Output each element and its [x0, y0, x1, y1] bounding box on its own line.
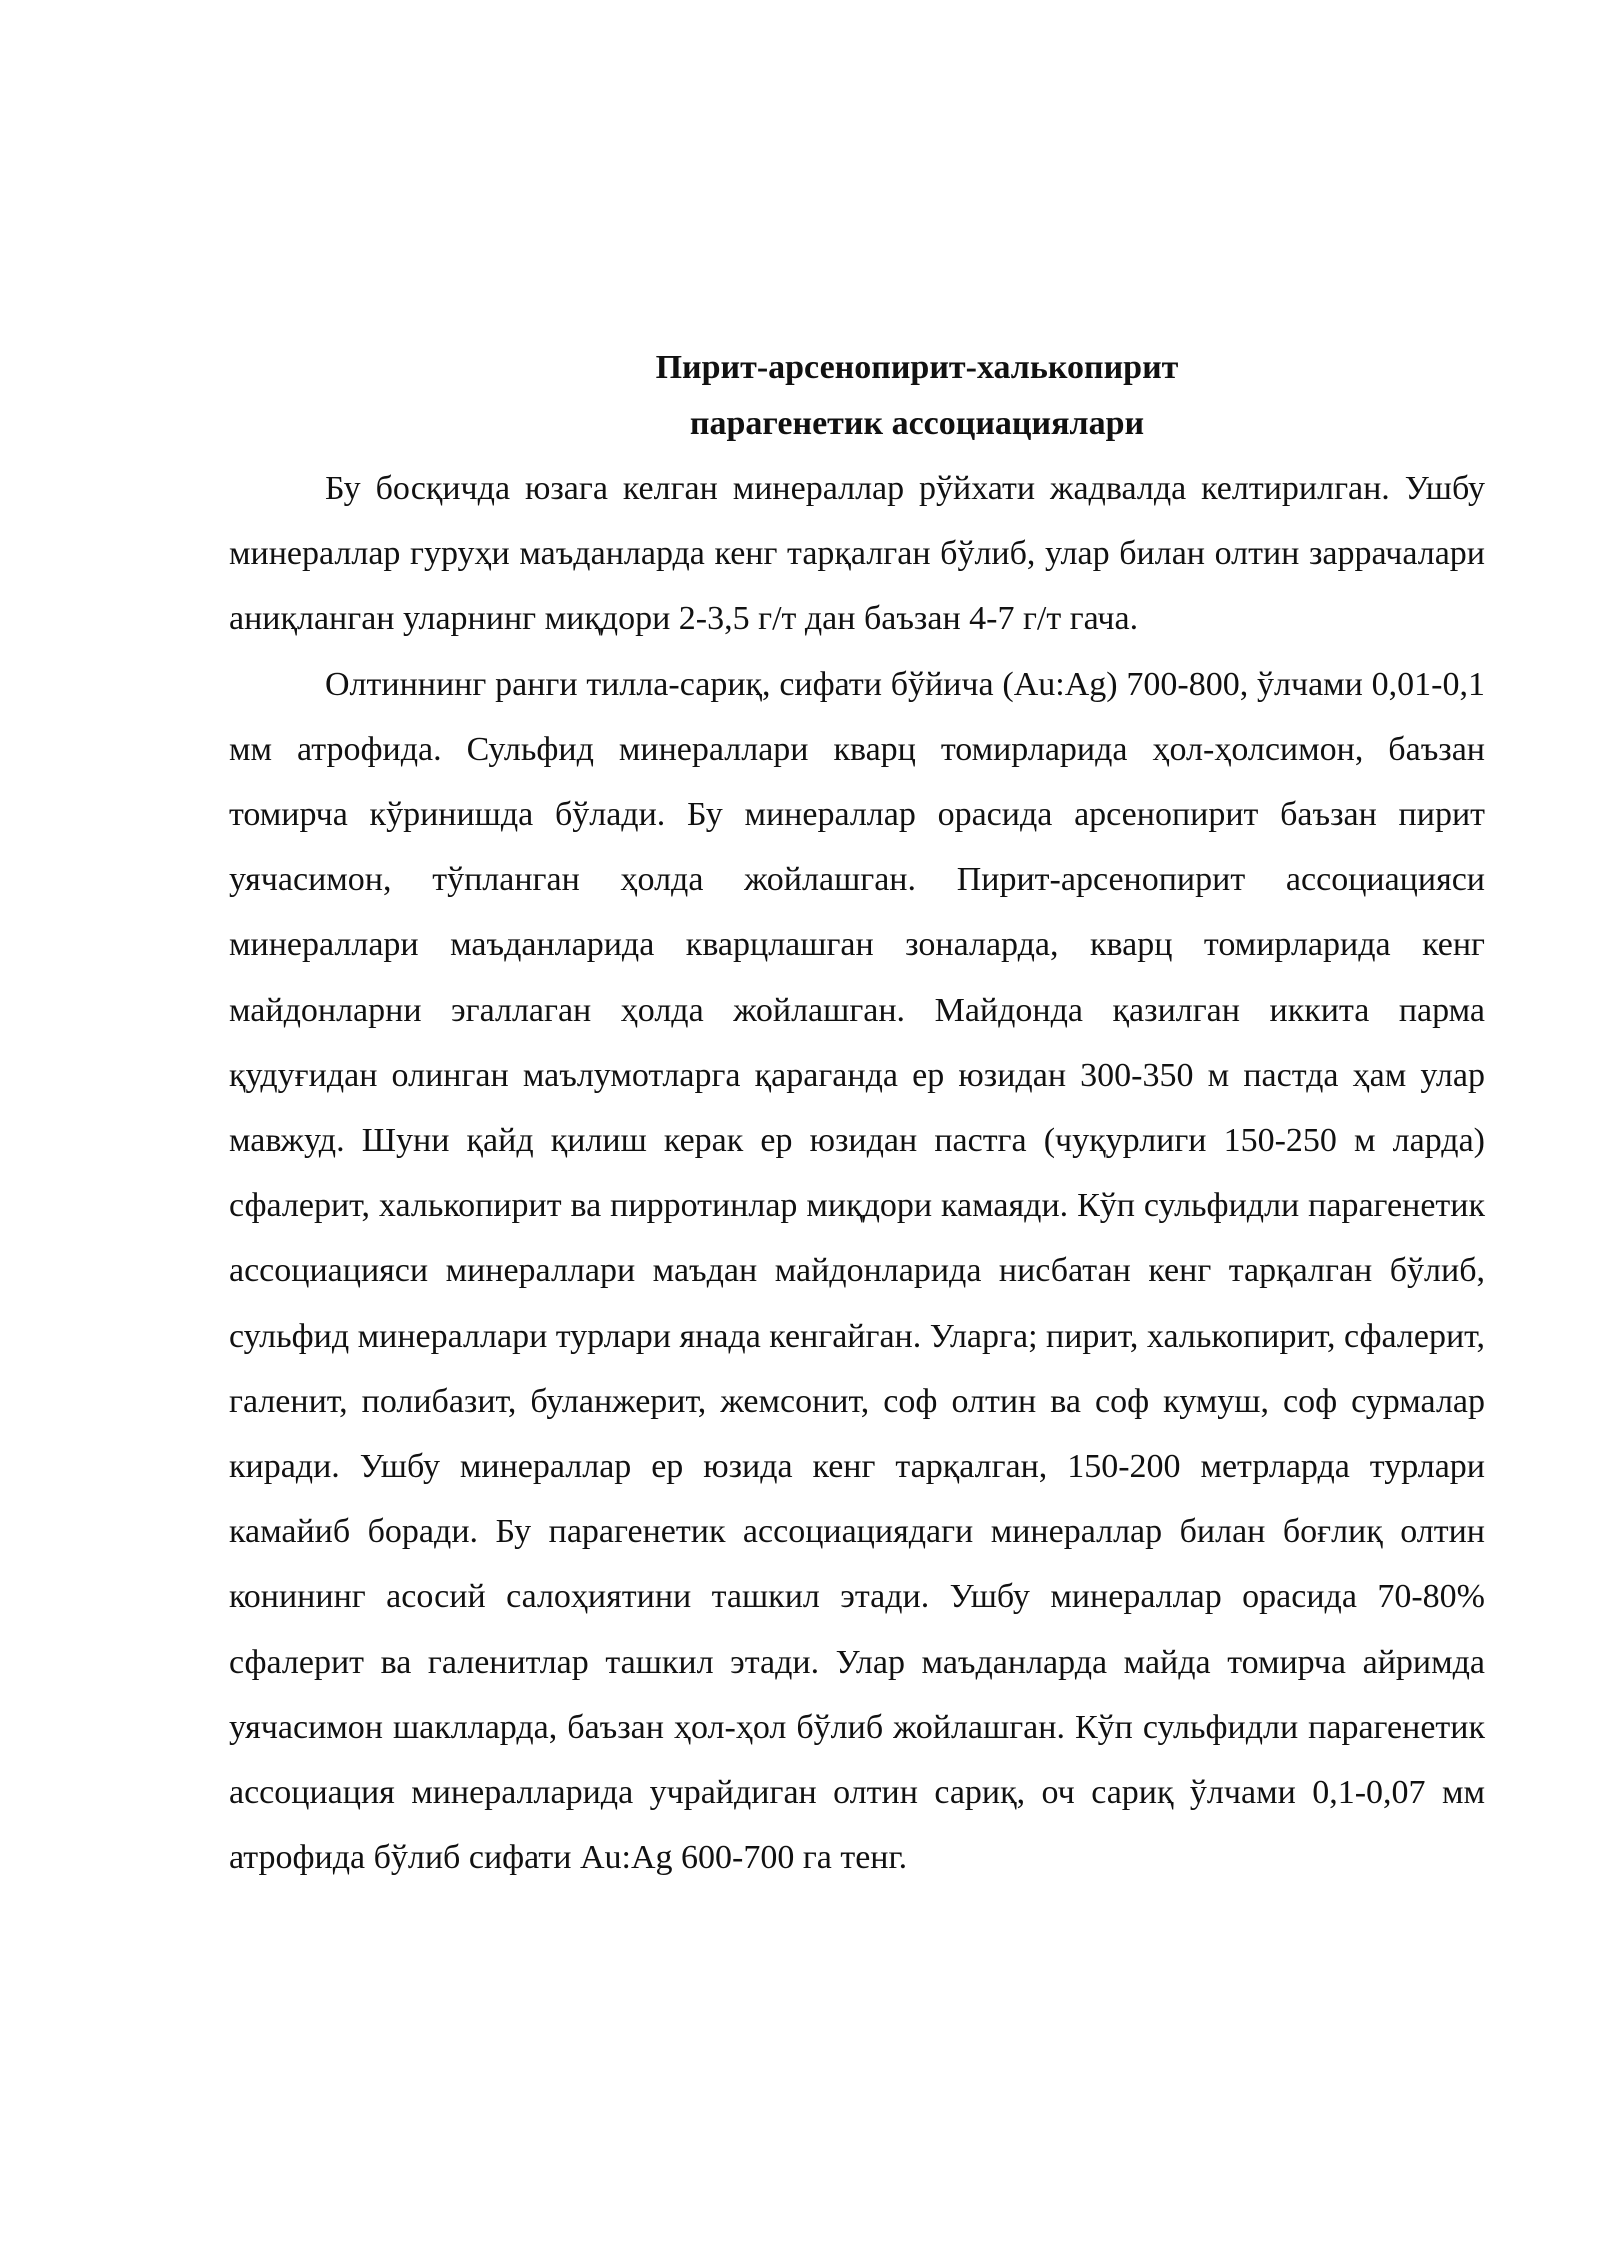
paragraph-2: Олтиннинг ранги тилла-сариқ, сифати бўйича (Au:Ag) 700-800, ўлчами 0,01-0,1 мм атрофида. Сульфид минераллари кварц томирларида ҳол-ҳолсимон, баъзан томирча кўринишда бўлади. Бу минераллар орасида арсенопирит баъзан пирит уячасимон, тўпланган ҳолда жойлашган. Пирит-арсенопирит ассоциацияси минераллари маъданларида кварцлашган зоналарда, кварц томирларида кенг майдонларни эгаллаган ҳолда жойлашган. Майдонда қазилган иккита парма қудуғидан олинган маълумотларга қараганда ер юзидан 300-350 м пастда ҳам улар мавжуд. Шуни қайд қилиш керак ер юзидан пастга (чуқурлиги 150-250 м ларда) сфалерит, халькопирит ва пирротинлар миқдори камаяди. Кўп сульфидли парагенетик ассоциацияси минераллари маъдан майдонларида нисбатан кенг тарқалган бўлиб, сульфид минераллари турлари янада кенгайган. Уларга; пирит, халькопирит, сфалерит, галенит, полибазит, буланжерит, жемсонит, соф олтин ва соф кумуш, соф сурмалар киради. Ушбу минераллар ер юзида кенг тарқалган, 150-200 метрларда турлари камайиб боради. Бу парагенетик ассоциациядаги минераллар билан боғлиқ олтин конининг асосий салоҳиятини ташкил этади. Ушбу минераллар орасида 70-80% сфалерит ва галенитлар ташкил этади. Улар маъданларда майда томирча айримда уячасимон шаклларда, баъзан ҳол-ҳол бўлиб жойлашган. Кўп сульфидли парагенетик ассоциация минералларида учрайдиган олтин сариқ, оч сариқ ўлчами 0,1-0,07 мм атрофида бўлиб сифати Au:Ag 600-700 га тенг.: [229, 665, 1485, 1877]
heading-line-1: Пирит-арсенопирит-халькопирит: [655, 349, 1179, 386]
section-heading: [229, 340, 1485, 452]
heading-line-2: парагенетик ассоциациялари: [689, 405, 1145, 442]
document-body: [229, 340, 1485, 1890]
paragraph-1: Бу босқичда юзага келган минераллар рўйхати жадвалда келтирилган. Ушбу минераллар гуруҳи маъданларда кенг тарқалган бўлиб, улар билан олтин заррачалари аниқланган уларнинг миқдори 2-3,5 г/т дан баъзан 4-7 г/т гача.: [229, 470, 1485, 638]
